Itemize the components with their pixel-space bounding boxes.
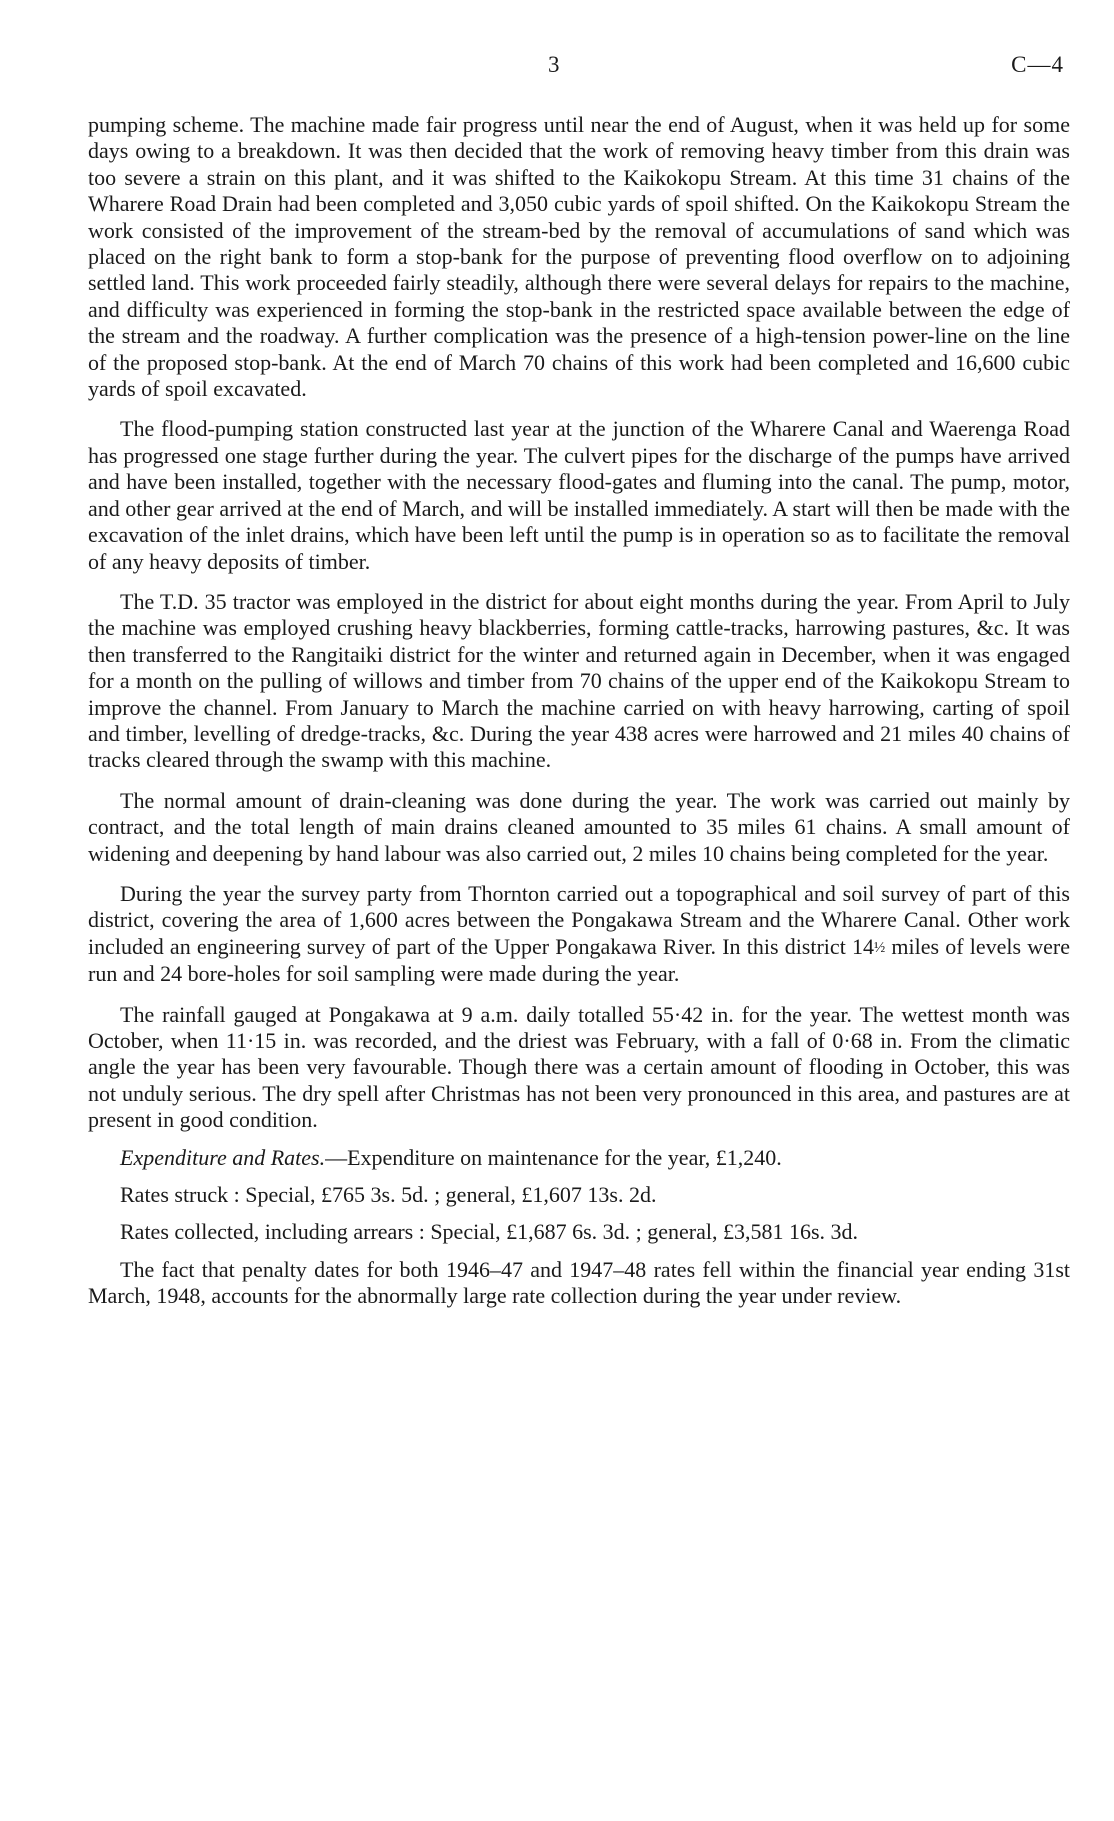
page-number: 3 <box>548 52 560 77</box>
document-body <box>88 112 1070 1310</box>
expenditure-text: —Expenditure on maintenance for the year, £1,240. <box>325 1144 782 1170</box>
paragraph-penalty-dates: The fact that penalty dates for both 1946–47 and 1947–48 rates fell within the financial year ending 31st March, 1948, accounts for the abnormally large rate collection during the year under review. <box>88 1256 1070 1309</box>
survey-text-end: miles of levels were run and 24 bore-holes for soil sampling were made during the year. <box>88 933 1070 987</box>
paragraph-rates-collected: Rates collected, including arrears : Special, £1,687 6s. 3d. ; general, £3,581 16s. 3d. <box>120 1219 859 1245</box>
paragraph-survey <box>88 881 1070 988</box>
survey-fraction: ½ <box>873 939 886 956</box>
paragraph-pumping-scheme: pumping scheme. The machine made fair progress until near the end of August, when it was held up for some days owing to a breakdown. It was then decided that the work of removing heavy timber from this drain was too severe a strain on this plant, and it was shifted to the Kaikokopu Stream. At this time 31 chains of the Wharere Road Drain had been completed and 3,050 cubic yards of spoil shifted. On the Kaikokopu Stream the work consisted of the improvement of the stream-bed by the removal of accumulations of sand which was placed on the right bank to form a stop-bank for the purpose of preventing flood overflow on to adjoining settled land. This work proceeded fairly steadily, although there were several delays for repairs to the machine, and difficulty was experienced in forming the stop-bank in the restricted space available between the edge of the stream and the roadway. A further complication was the presence of a high-tension power-line on the line of the proposed stop-bank. At the end of March 70 chains of this work had been completed and 16,600 cubic yards of spoil excavated. <box>88 112 1070 402</box>
paragraph-rainfall: The rainfall gauged at Pongakawa at 9 a.m. daily totalled 55·42 in. for the year. The wettest month was October, when 11·15 in. was recorded, and the driest was February, with a fall of 0·68 in. From the climatic angle the year has been very favourable. Though there was a certain amount of flooding in October, this was not unduly serious. The dry spell after Christmas has not been very pronounced in this area, and pastures are at present in good condition. <box>88 1001 1070 1133</box>
paragraph-tractor: The T.D. 35 tractor was employed in the district for about eight months during the year. From April to July the machine was employed crushing heavy blackberries, forming cattle-tracks, harrowing pastures, &c. It was then transferred to the Rangitaiki district for the winter and returned again in December, when it was engaged for a month on the pulling of willows and timber from 70 chains of the upper end of the Kaikokopu Stream to improve the channel. From January to March the machine carried on with heavy harrowing, carting of spoil and timber, levelling of dredge-tracks, &c. During the year 438 acres were harrowed and 21 miles 40 chains of tracks cleared through the swamp with this machine. <box>88 588 1070 773</box>
paragraph-expenditure <box>88 1145 1070 1171</box>
paragraph-flood-pumping-station: The flood-pumping station constructed last year at the junction of the Wharere Canal and Waerenga Road has progressed one stage further during the year. The culvert pipes for the discharge of the pumps have arrived and have been installed, together with the necessary flood-gates and fluming into the canal. The pump, motor, and other gear arrived at the end of March, and will be installed immediately. A start will then be made with the excavation of the inlet drains, which have been left until the pump is in operation so as to facilitate the removal of any heavy deposits of timber. <box>88 416 1070 574</box>
page-header <box>0 52 1114 82</box>
survey-text-start: During the year the survey party from Thornton carried out a topographical and soil survey of part of this district, covering the area of 1,600 acres between the Pongakawa Stream and the Wharere Canal. Other work included an engineering survey of part of the Upper Pongakawa River. In this district 14 <box>88 880 1070 959</box>
expenditure-heading: Expenditure and Rates. <box>120 1144 326 1170</box>
page-code: C—4 <box>1011 52 1064 77</box>
paragraph-drain-cleaning: The normal amount of drain-cleaning was done during the year. The work was carried out mainly by contract, and the total length of main drains cleaned amounted to 35 miles 61 chains. A small amount of widening and deepening by hand labour was also carried out, 2 miles 10 chains being completed for the year. <box>88 787 1070 866</box>
paragraph-rates-struck: Rates struck : Special, £765 3s. 5d. ; general, £1,607 13s. 2d. <box>120 1182 657 1208</box>
